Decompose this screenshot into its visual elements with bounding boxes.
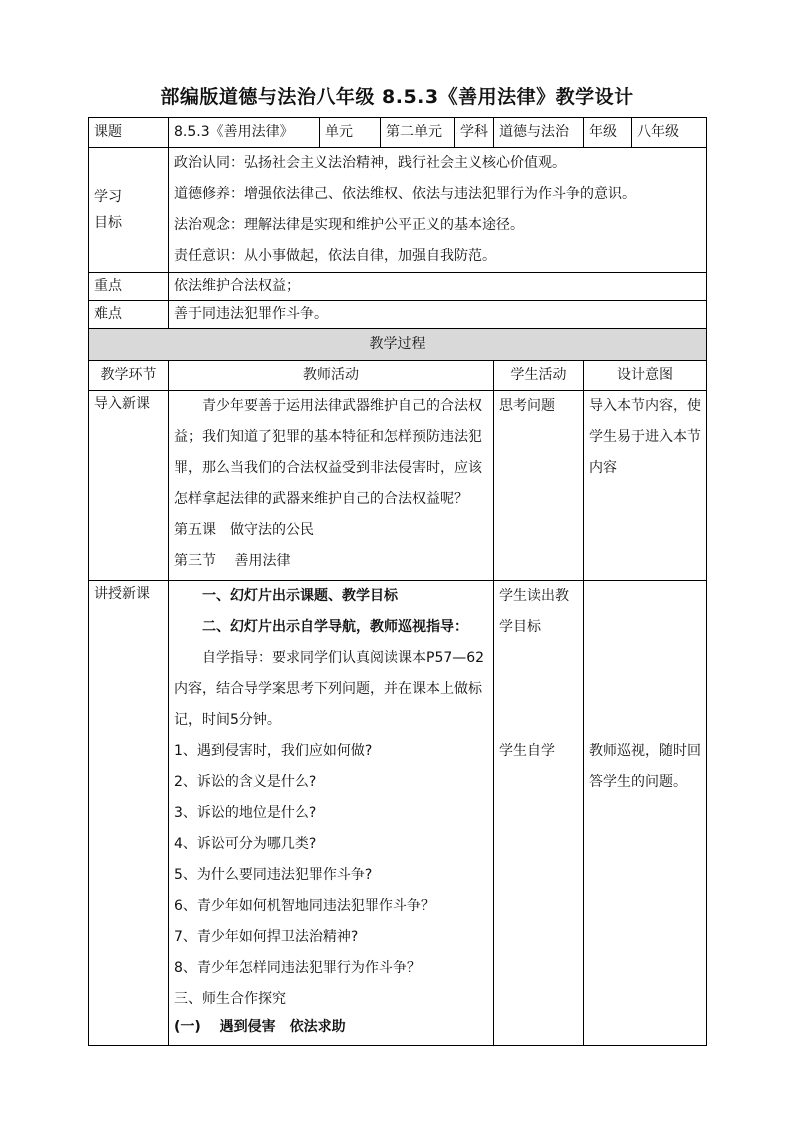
grade-label: 年级 [584,118,632,148]
key-point-row [89,273,707,301]
intro-intent: 导入本节内容，使学生易于进入本节内容 [584,391,707,581]
key-point-value: 依法维护合法权益； [169,273,707,301]
question-item: 2、诉讼的含义是什么? [174,774,317,790]
question-item: 1、遇到侵害时，我们应如何做? [174,743,373,759]
lesson-title: 第五课 做守法的公民 [174,522,314,538]
subsection-title: (一) 遇到侵害 依法求助 [174,1019,346,1035]
student-activity-1: 学生读出教学目标 [499,588,569,635]
teach-student-cell [494,581,584,1046]
teach-teacher-cell [169,581,494,1046]
process-header: 教学过程 [89,329,707,361]
goals-content [169,148,707,273]
goal-item: 政治认同：弘扬社会主义法治精神，践行社会主义核心价值观。 [174,155,566,171]
subject-label: 学科 [455,118,494,148]
step-2: 二、幻灯片出示自学导航，教师巡视指导： [202,619,468,635]
step-3: 三、师生合作探究 [174,991,286,1007]
step-1: 一、幻灯片出示课题、教学目标 [202,588,398,604]
difficulty-value: 善于同违法犯罪作斗争。 [169,301,707,329]
design-intent-2: 教师巡视，随时回答学生的问题。 [589,743,701,790]
lesson-plan-table [88,117,707,1046]
page-title: 部编版道德与法治八年级 8.5.3《善用法律》教学设计 [160,86,634,108]
student-activity-2: 学生自学 [499,743,555,759]
process-header-row [89,329,707,361]
goal-item: 道德修养：增强依法律己、依法维权、依法与违法犯罪行为作斗争的意识。 [174,186,636,202]
goal-item: 法治观念：理解法律是实现和维护公平正义的基本途径。 [174,217,524,233]
teach-row [89,581,707,1046]
topic-label: 课题 [89,118,169,148]
difficulty-row [89,301,707,329]
teach-stage: 讲授新课 [89,581,169,1046]
column-header: 设计意图 [584,361,707,391]
intro-teacher-cell [169,391,494,581]
grade-value: 八年级 [632,118,707,148]
teach-intent-cell [584,581,707,1046]
self-study-guide: 自学指导：要求同学们认真阅读课本P57—62内容，结合导学案思考下列问题，并在课本上做标记，时间5分钟。 [174,650,485,728]
intro-teacher-text: 青少年要善于运用法律武器维护自己的合法权益；我们知道了犯罪的基本特征和怎样预防违法犯罪，那么当我们的合法权益受到非法侵害时，应该怎样拿起法律的武器来维护自己的合法权益呢？ [174,398,482,507]
column-header: 学生活动 [494,361,584,391]
intro-row [89,391,707,581]
column-header: 教师活动 [169,361,494,391]
goal-item: 责任意识：从小事做起，依法自律，加强自我防范。 [174,248,496,264]
question-item: 5、为什么要同违法犯罪作斗争? [174,867,373,883]
column-header: 教学环节 [89,361,169,391]
difficulty-label: 难点 [89,301,169,329]
goals-row [89,148,707,273]
unit-label: 单元 [320,118,381,148]
unit-value: 第二单元 [381,118,455,148]
goals-label: 学习 目标 [89,148,169,273]
key-point-label: 重点 [89,273,169,301]
question-item: 3、诉讼的地位是什么? [174,805,317,821]
question-item: 7、青少年如何捍卫法治精神? [174,929,359,945]
info-row [89,118,707,148]
subject-value: 道德与法治 [494,118,584,148]
intro-student: 思考问题 [494,391,584,581]
question-item: 6、青少年如何机智地同违法犯罪作斗争？ [174,898,435,914]
column-header-row [89,361,707,391]
question-item: 8、青少年怎样同违法犯罪行为作斗争？ [174,960,421,976]
intro-stage: 导入新课 [89,391,169,581]
topic-value: 8.5.3《善用法律》 [169,118,320,148]
section-title: 第三节 善用法律 [174,553,291,569]
question-item: 4、诉讼可分为哪几类? [174,836,317,852]
